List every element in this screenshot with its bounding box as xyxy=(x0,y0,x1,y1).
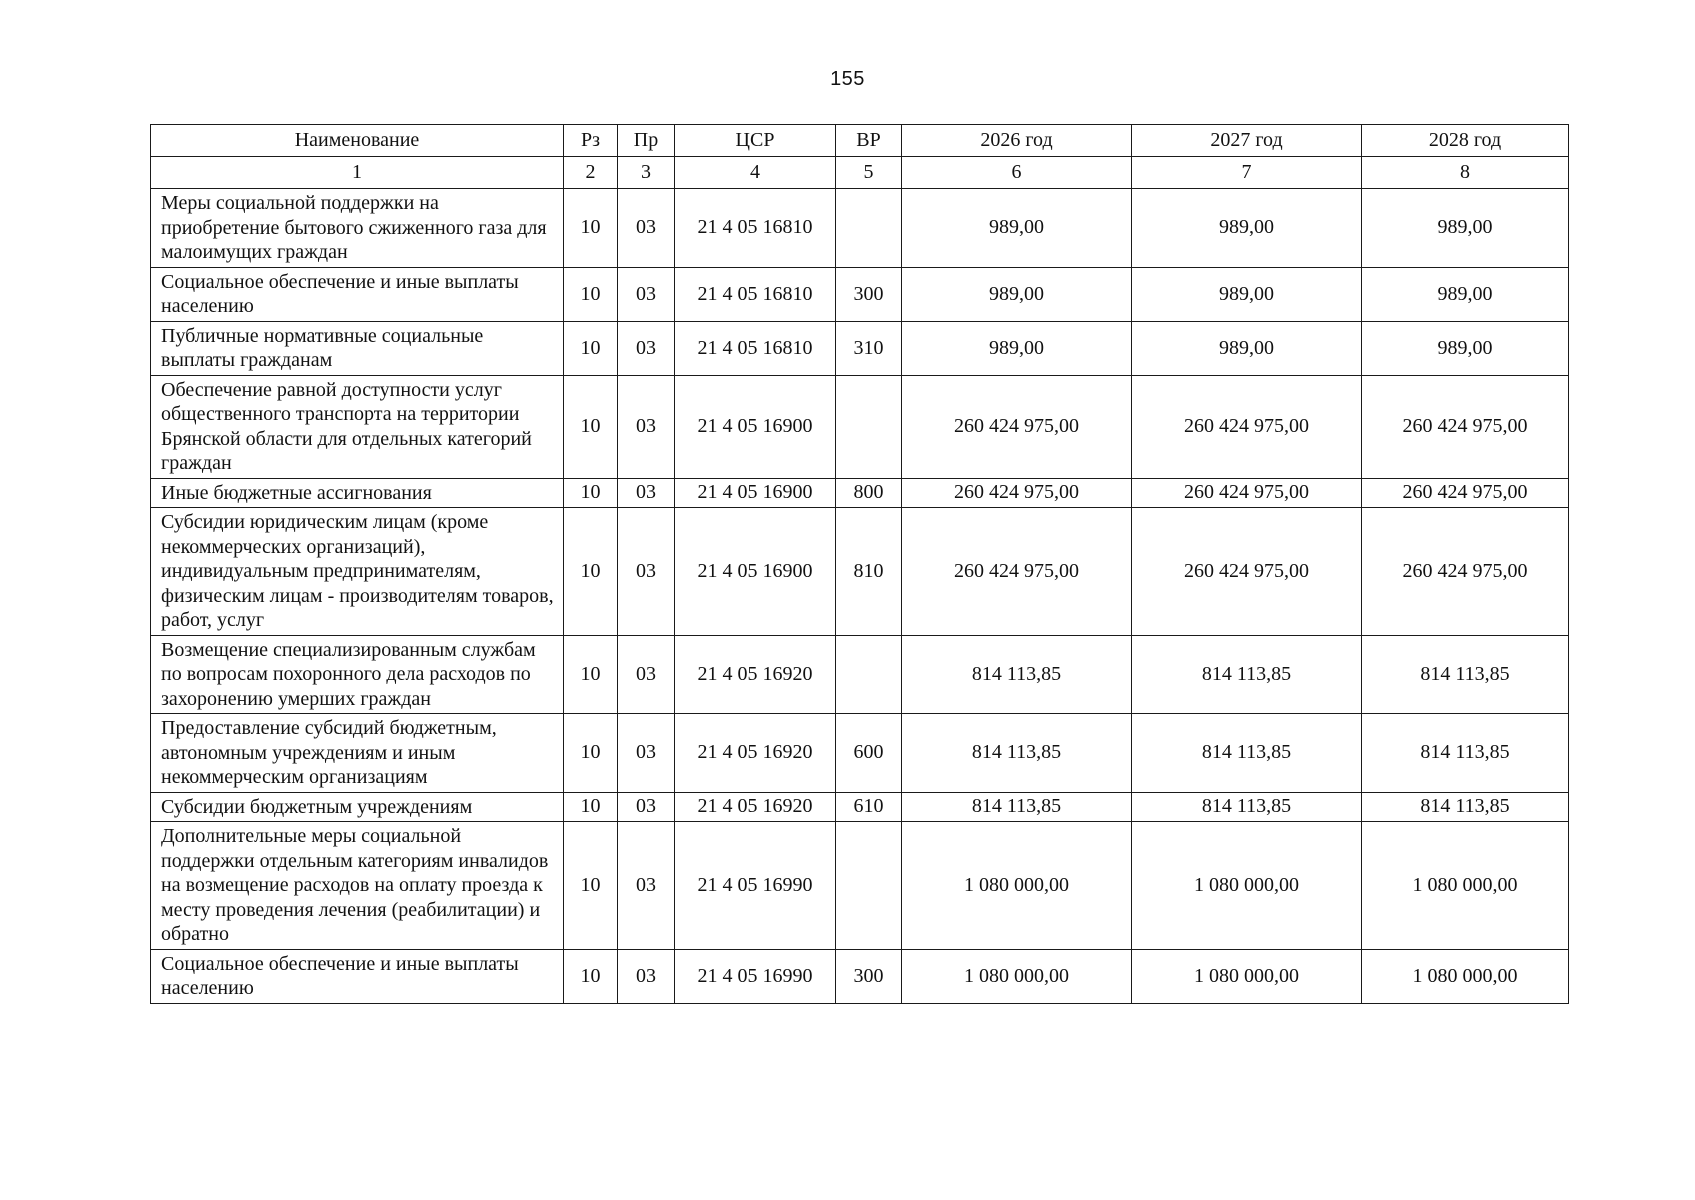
row-2026: 814 113,85 xyxy=(902,792,1132,822)
row-2028: 1 080 000,00 xyxy=(1362,822,1569,950)
row-2026: 1 080 000,00 xyxy=(902,949,1132,1003)
row-name: Социальное обеспечение и иные выплаты населению xyxy=(151,949,564,1003)
row-2027: 1 080 000,00 xyxy=(1132,949,1362,1003)
row-rz: 10 xyxy=(564,635,618,714)
row-2028: 1 080 000,00 xyxy=(1362,949,1569,1003)
row-2026: 989,00 xyxy=(902,267,1132,321)
budget-table xyxy=(150,124,1569,1004)
table-row xyxy=(151,508,1569,636)
row-csr: 21 4 05 16900 xyxy=(675,375,836,478)
row-2028: 989,00 xyxy=(1362,321,1569,375)
table-row xyxy=(151,321,1569,375)
row-2028: 814 113,85 xyxy=(1362,635,1569,714)
header-name: Наименование xyxy=(151,125,564,157)
table-row xyxy=(151,375,1569,478)
row-2027: 989,00 xyxy=(1132,189,1362,268)
row-pr: 03 xyxy=(618,267,675,321)
row-name: Обеспечение равной доступности услуг общественного транспорта на территории Брянской области для отдельных категорий граждан xyxy=(151,375,564,478)
table-row xyxy=(151,949,1569,1003)
row-pr: 03 xyxy=(618,478,675,508)
row-name: Публичные нормативные социальные выплаты гражданам xyxy=(151,321,564,375)
row-vr: 810 xyxy=(836,508,902,636)
table-row xyxy=(151,189,1569,268)
row-2028: 989,00 xyxy=(1362,267,1569,321)
row-2027: 814 113,85 xyxy=(1132,635,1362,714)
row-rz: 10 xyxy=(564,792,618,822)
row-2027: 260 424 975,00 xyxy=(1132,478,1362,508)
row-rz: 10 xyxy=(564,375,618,478)
row-2026: 989,00 xyxy=(902,321,1132,375)
column-number: 4 xyxy=(675,157,836,189)
row-2028: 814 113,85 xyxy=(1362,792,1569,822)
row-csr: 21 4 05 16810 xyxy=(675,267,836,321)
row-rz: 10 xyxy=(564,267,618,321)
row-pr: 03 xyxy=(618,635,675,714)
row-csr: 21 4 05 16900 xyxy=(675,478,836,508)
header-rz: Рз xyxy=(564,125,618,157)
column-number: 8 xyxy=(1362,157,1569,189)
row-2028: 260 424 975,00 xyxy=(1362,375,1569,478)
row-csr: 21 4 05 16990 xyxy=(675,822,836,950)
row-pr: 03 xyxy=(618,822,675,950)
column-number: 5 xyxy=(836,157,902,189)
row-vr xyxy=(836,635,902,714)
table-row xyxy=(151,822,1569,950)
row-name: Субсидии бюджетным учреждениям xyxy=(151,792,564,822)
row-vr: 600 xyxy=(836,714,902,793)
row-csr: 21 4 05 16900 xyxy=(675,508,836,636)
header-2027: 2027 год xyxy=(1132,125,1362,157)
row-2028: 814 113,85 xyxy=(1362,714,1569,793)
table-row xyxy=(151,478,1569,508)
header-2026: 2026 год xyxy=(902,125,1132,157)
row-name: Дополнительные меры социальной поддержки отдельным категориям инвалидов на возмещение расходов на оплату проезда к месту проведения лечения (реабилитации) и обратно xyxy=(151,822,564,950)
row-name: Меры социальной поддержки на приобретение бытового сжиженного газа для малоимущих граждан xyxy=(151,189,564,268)
row-rz: 10 xyxy=(564,714,618,793)
row-name: Предоставление субсидий бюджетным, автономным учреждениям и иным некоммерческим организациям xyxy=(151,714,564,793)
header-vr: ВР xyxy=(836,125,902,157)
row-rz: 10 xyxy=(564,321,618,375)
row-2026: 260 424 975,00 xyxy=(902,478,1132,508)
row-rz: 10 xyxy=(564,822,618,950)
column-number-row xyxy=(151,157,1569,189)
row-2026: 814 113,85 xyxy=(902,714,1132,793)
header-pr: Пр xyxy=(618,125,675,157)
row-vr: 610 xyxy=(836,792,902,822)
header-row xyxy=(151,125,1569,157)
row-vr: 300 xyxy=(836,267,902,321)
column-number: 6 xyxy=(902,157,1132,189)
row-rz: 10 xyxy=(564,189,618,268)
column-number: 2 xyxy=(564,157,618,189)
row-vr xyxy=(836,189,902,268)
row-csr: 21 4 05 16810 xyxy=(675,321,836,375)
row-rz: 10 xyxy=(564,949,618,1003)
row-csr: 21 4 05 16920 xyxy=(675,714,836,793)
table-row xyxy=(151,714,1569,793)
row-vr xyxy=(836,822,902,950)
row-2028: 989,00 xyxy=(1362,189,1569,268)
row-pr: 03 xyxy=(618,714,675,793)
row-pr: 03 xyxy=(618,375,675,478)
row-vr xyxy=(836,375,902,478)
row-2026: 260 424 975,00 xyxy=(902,508,1132,636)
row-2027: 1 080 000,00 xyxy=(1132,822,1362,950)
row-name: Иные бюджетные ассигнования xyxy=(151,478,564,508)
table-row xyxy=(151,635,1569,714)
row-csr: 21 4 05 16990 xyxy=(675,949,836,1003)
row-2028: 260 424 975,00 xyxy=(1362,508,1569,636)
row-pr: 03 xyxy=(618,321,675,375)
row-name: Возмещение специализированным службам по вопросам похоронного дела расходов по захоронению умерших граждан xyxy=(151,635,564,714)
row-2027: 989,00 xyxy=(1132,321,1362,375)
row-2027: 814 113,85 xyxy=(1132,792,1362,822)
row-2026: 260 424 975,00 xyxy=(902,375,1132,478)
row-name: Субсидии юридическим лицам (кроме некоммерческих организаций), индивидуальным предпринимателям, физическим лицам - производителям товаров, работ, услуг xyxy=(151,508,564,636)
row-2026: 1 080 000,00 xyxy=(902,822,1132,950)
row-pr: 03 xyxy=(618,189,675,268)
row-2026: 814 113,85 xyxy=(902,635,1132,714)
row-pr: 03 xyxy=(618,792,675,822)
row-csr: 21 4 05 16920 xyxy=(675,635,836,714)
row-2027: 814 113,85 xyxy=(1132,714,1362,793)
row-2027: 989,00 xyxy=(1132,267,1362,321)
row-2028: 260 424 975,00 xyxy=(1362,478,1569,508)
row-pr: 03 xyxy=(618,508,675,636)
column-number: 3 xyxy=(618,157,675,189)
row-rz: 10 xyxy=(564,508,618,636)
page-number: 155 xyxy=(830,68,865,90)
table-row xyxy=(151,267,1569,321)
row-vr: 310 xyxy=(836,321,902,375)
row-csr: 21 4 05 16920 xyxy=(675,792,836,822)
row-2027: 260 424 975,00 xyxy=(1132,508,1362,636)
row-pr: 03 xyxy=(618,949,675,1003)
header-csr: ЦСР xyxy=(675,125,836,157)
row-rz: 10 xyxy=(564,478,618,508)
row-2027: 260 424 975,00 xyxy=(1132,375,1362,478)
header-2028: 2028 год xyxy=(1362,125,1569,157)
column-number: 1 xyxy=(151,157,564,189)
row-2026: 989,00 xyxy=(902,189,1132,268)
row-name: Социальное обеспечение и иные выплаты населению xyxy=(151,267,564,321)
row-vr: 800 xyxy=(836,478,902,508)
row-csr: 21 4 05 16810 xyxy=(675,189,836,268)
row-vr: 300 xyxy=(836,949,902,1003)
table-row xyxy=(151,792,1569,822)
column-number: 7 xyxy=(1132,157,1362,189)
